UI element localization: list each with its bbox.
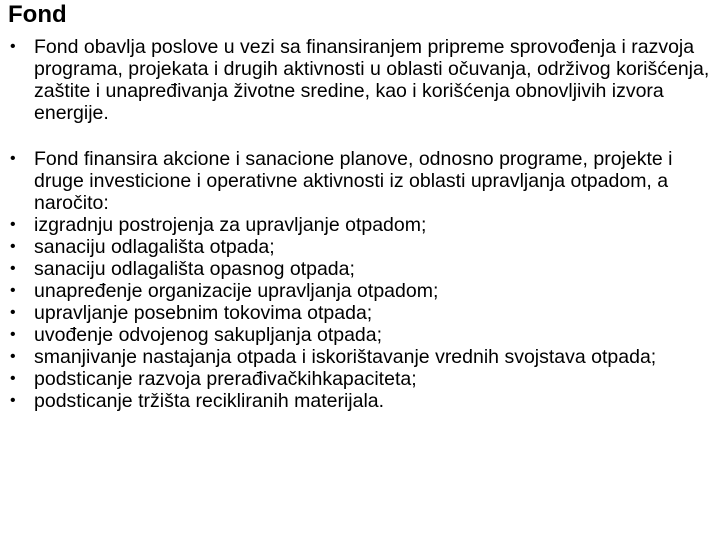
financing-bullet-list xyxy=(8,148,716,412)
intro-bullet-list xyxy=(8,36,716,124)
list-item-text: izgradnju postrojenja za upravljanje otpadom; xyxy=(34,214,427,236)
list-intro-text: Fond finansira akcione i sanacione planove, odnosno programe, projekte i druge investicione i operativne aktivnosti iz oblasti upravljanja otpadom, a naročito: xyxy=(34,148,673,214)
list-item xyxy=(8,36,716,124)
list-item xyxy=(8,368,716,390)
list-item-text: uvođenje odvojenog sakupljanja otpada; xyxy=(34,324,383,346)
bullet-dot-icon: • xyxy=(10,370,16,387)
list-item-text: podsticanje razvoja prerađivačkihkapaciteta; xyxy=(34,368,417,390)
list-item-text: unapređenje organizacije upravljanja otpadom; xyxy=(34,280,439,302)
bullet-dot-icon: • xyxy=(10,38,16,55)
paragraph-text: Fond obavlja poslove u vezi sa finansiranjem pripreme sprovođenja i razvoja programa, projekata i drugih aktivnosti u oblasti očuvanja, održivog korišćenja, zaštite i unapređivanja životne sredine, kao i korišćenja obnovljivih izvora energije. xyxy=(34,36,710,124)
bullet-dot-icon: • xyxy=(10,150,16,167)
list-item xyxy=(8,258,716,280)
bullet-dot-icon: • xyxy=(10,238,16,255)
slide-title: Fond xyxy=(8,1,67,28)
list-item-text: sanaciju odlagališta otpada; xyxy=(34,236,275,258)
bullet-dot-icon: • xyxy=(10,304,16,321)
list-item xyxy=(8,148,716,214)
bullet-dot-icon: • xyxy=(10,326,16,343)
list-item xyxy=(8,324,716,346)
bullet-dot-icon: • xyxy=(10,392,16,409)
bullet-dot-icon: • xyxy=(10,216,16,233)
list-item xyxy=(8,214,716,236)
list-item xyxy=(8,280,716,302)
list-item xyxy=(8,346,716,368)
bullet-dot-icon: • xyxy=(10,260,16,277)
bullet-dot-icon: • xyxy=(10,348,16,365)
list-item-text: podsticanje tržišta recikliranih materijala. xyxy=(34,390,385,412)
list-item-text: sanaciju odlagališta opasnog otpada; xyxy=(34,258,355,280)
list-item xyxy=(8,236,716,258)
list-item xyxy=(8,390,716,412)
bullet-dot-icon: • xyxy=(10,282,16,299)
list-item-text: upravljanje posebnim tokovima otpada; xyxy=(34,302,373,324)
list-item-text: smanjivanje nastajanja otpada i iskorištavanje vrednih svojstava otpada; xyxy=(34,346,657,368)
list-item xyxy=(8,302,716,324)
